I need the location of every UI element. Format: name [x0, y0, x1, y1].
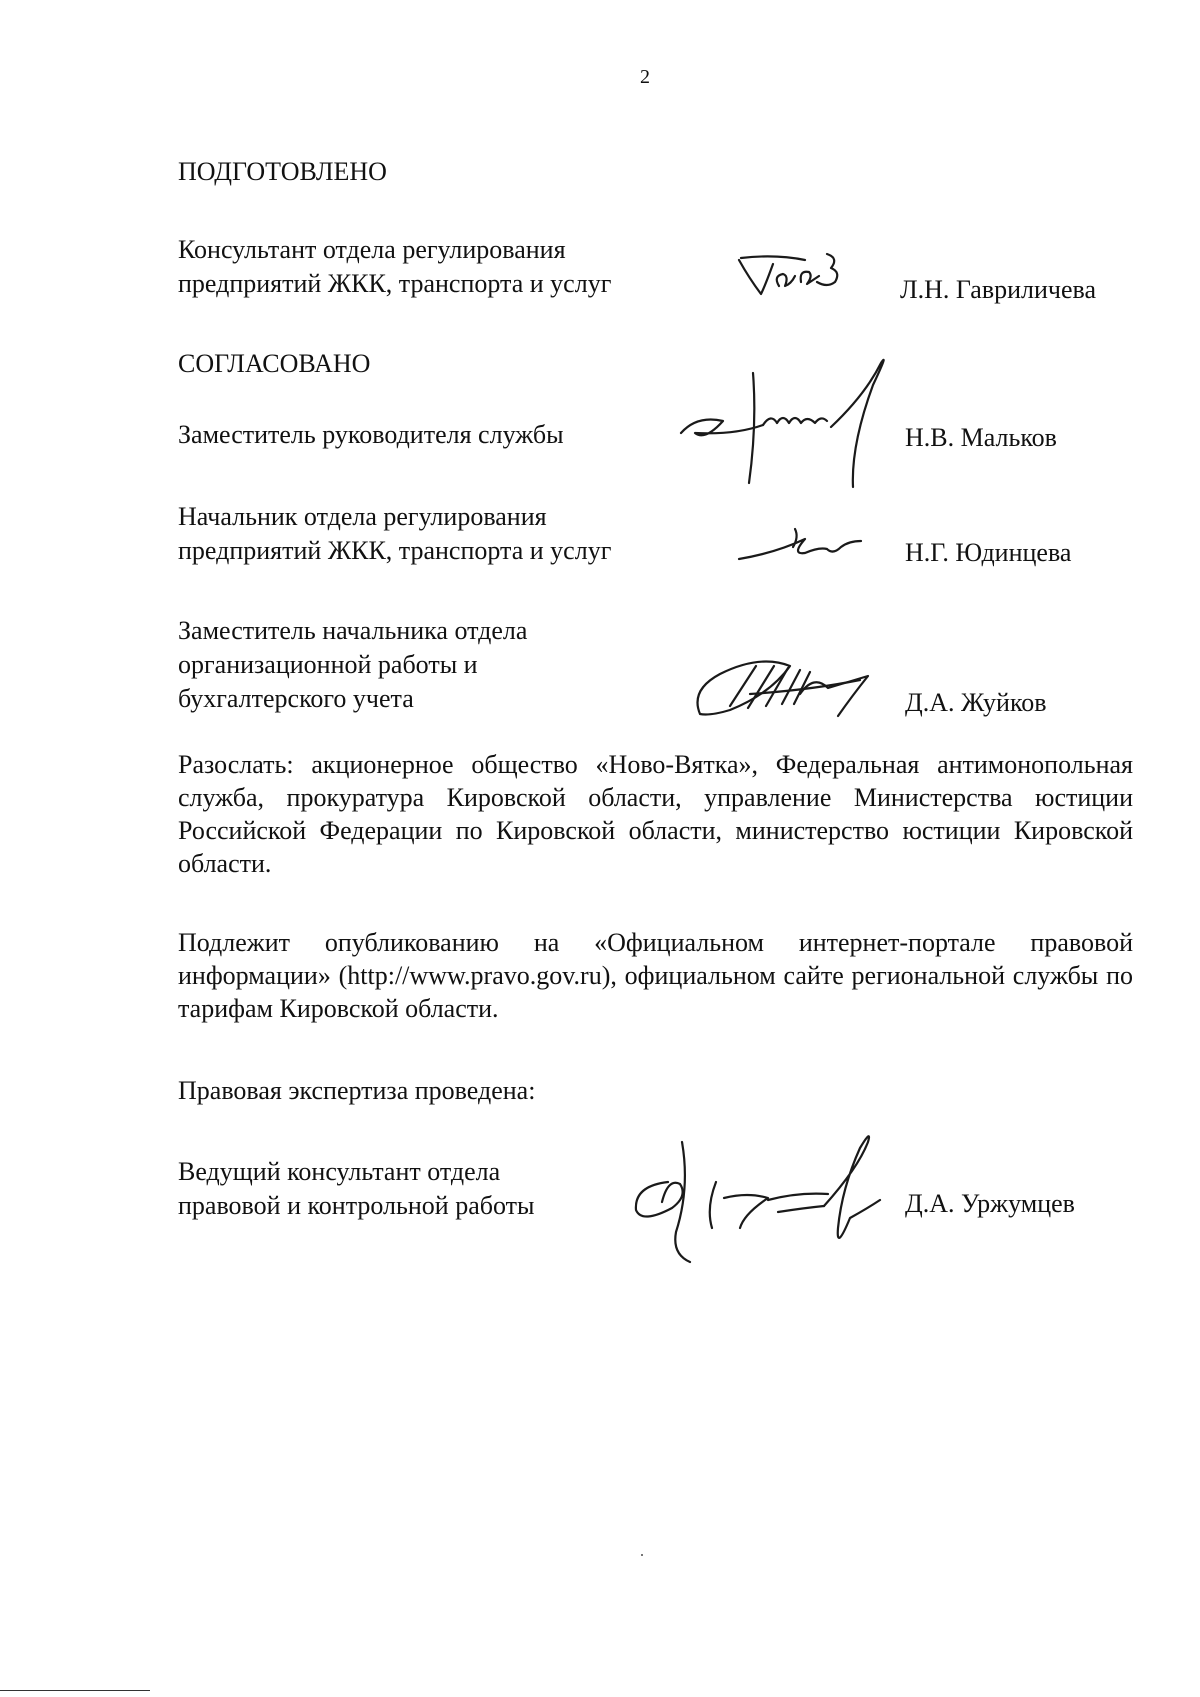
scan-artifact [641, 1554, 643, 1556]
legal-review-signatory-name: Д.А. Уржумцев [905, 1189, 1075, 1218]
distribution-text: акционерное общество «Ново-Вятка», Федеральная антимонопольная служба, прокуратура Кировской области, управление Министерства юстиции Российской Федерации по Кировской области, министерство юстиции Кировской области. [178, 750, 1133, 878]
signature-zhuikov [690, 650, 910, 720]
agreed-heading: СОГЛАСОВАНО [178, 349, 371, 378]
legal-review-heading: Правовая экспертиза проведена: [178, 1076, 536, 1105]
signature-malkov [675, 355, 905, 495]
signature-gavrilicheva [735, 250, 855, 310]
prepared-signatory-role: Консультант отдела регулирования предприятий ЖКК, транспорта и услуг [178, 235, 612, 298]
agreed-signatory-role: Заместитель руководителя службы [178, 420, 564, 449]
prepared-signatory-name: Л.Н. Гавриличева [900, 275, 1097, 304]
legal-review-signatory-role: Ведущий консультант отдела правовой и контрольной работы [178, 1157, 535, 1220]
page-number: 2 [640, 66, 650, 88]
agreed-signatory-name: Н.Г. Юдинцева [905, 538, 1072, 567]
agreed-signatory-name: Н.В. Мальков [905, 423, 1057, 452]
publication-paragraph: Подлежит опубликованию на «Официальном интернет-портале правовой информации» (http://www.pravo.gov.ru), официальном сайте региональной службы по тарифам Кировской области. [178, 928, 1133, 1023]
distribution-label: Разослать: [178, 750, 294, 779]
agreed-signatory-name: Д.А. Жуйков [905, 688, 1047, 717]
prepared-heading: ПОДГОТОВЛЕНО [178, 157, 387, 186]
signature-urzhumtsev [628, 1128, 888, 1268]
agreed-signatory-role: Начальник отдела регулирования предприятий ЖКК, транспорта и услуг [178, 502, 612, 565]
distribution-paragraph [178, 748, 1133, 880]
scan-edge-line [0, 1690, 150, 1691]
signature-yudintseva [735, 525, 865, 565]
agreed-signatory-role: Заместитель начальника отдела организационной работы и бухгалтерского учета [178, 616, 528, 713]
